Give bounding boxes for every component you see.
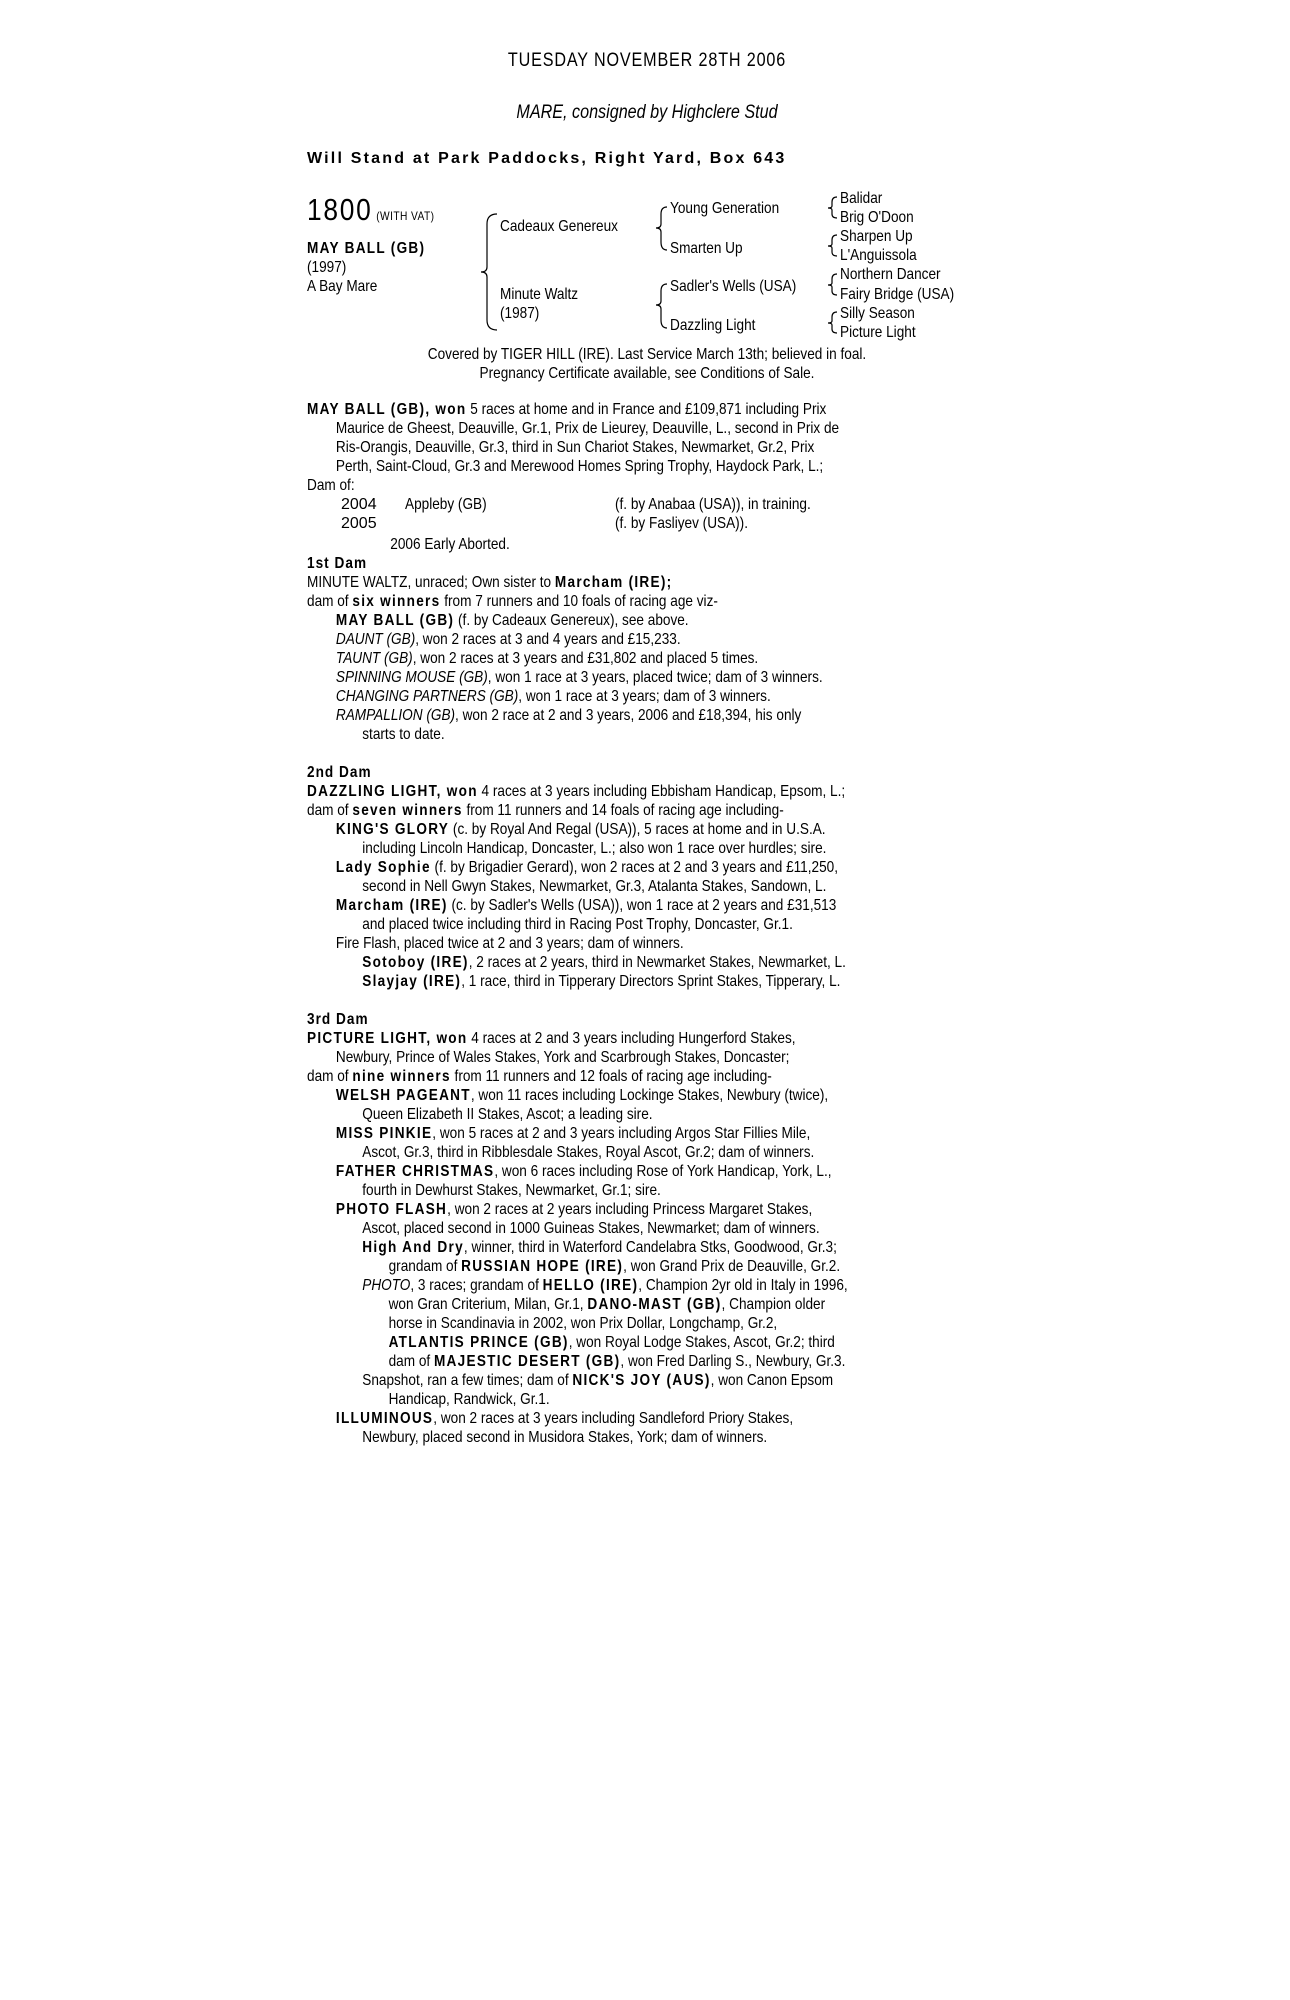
grand-progeny-item: PHOTO, 3 races; grandam of HELLO (IRE), Champion 2yr old in Italy in 1996, bbox=[362, 1277, 848, 1294]
foal-2006: 2006 Early Aborted. bbox=[390, 536, 510, 553]
progeny-item: MISS PINKIE, won 5 races at 2 and 3 years including Argos Star Fillies Mile, bbox=[335, 1125, 811, 1142]
brace-sire bbox=[656, 207, 667, 250]
covered-note bbox=[307, 345, 987, 383]
brace-dam bbox=[656, 284, 667, 328]
g3-ssd: Brig O'Doon bbox=[840, 209, 914, 226]
progeny-item: KING'S GLORY (c. by Royal And Regal (USA)), 5 races at home and in U.S.A. bbox=[335, 821, 826, 838]
brace-sd bbox=[828, 235, 837, 256]
horse-record bbox=[307, 400, 997, 1447]
pedigree-table bbox=[307, 190, 1007, 345]
dam-dam: Dazzling Light bbox=[670, 317, 756, 334]
progeny-continued: starts to date. bbox=[362, 726, 445, 743]
g3-dss: Northern Dancer bbox=[840, 266, 941, 283]
brace-main bbox=[481, 214, 497, 330]
dam-year: (1987) bbox=[500, 305, 540, 322]
progeny-item: SPINNING MOUSE (GB), won 1 race at 3 years, placed twice; dam of 3 winners. bbox=[335, 669, 823, 686]
brace-ss bbox=[828, 197, 837, 218]
second-dam-line-2: dam of seven winners from 11 runners and 14 foals of racing age including- bbox=[307, 802, 784, 819]
sire-name: Cadeaux Genereux bbox=[500, 218, 618, 235]
progeny-item: TAUNT (GB), won 2 races at 3 years and £31,802 and placed 5 times. bbox=[335, 650, 759, 667]
third-dam-heading: 3rd Dam bbox=[307, 1011, 369, 1028]
grand-progeny-item: Sotoboy (IRE), 2 races at 2 years, third in Newmarket Stakes, Newmarket, L. bbox=[362, 954, 846, 971]
third-dam-line-2: dam of nine winners from 11 runners and 12 foals of racing age including- bbox=[307, 1068, 772, 1085]
progeny-item: DAUNT (GB), won 2 races at 3 and 4 years and £15,233. bbox=[335, 631, 681, 648]
progeny-item: RAMPALLION (GB), won 2 race at 2 and 3 years, 2006 and £18,394, his only bbox=[335, 707, 802, 724]
sire-sire: Young Generation bbox=[670, 200, 780, 217]
consignor-line: MARE, consigned by Highclere Stud bbox=[516, 102, 778, 123]
stand-location: Will Stand at Park Paddocks, Right Yard, Box 643 bbox=[307, 150, 787, 167]
brace-dd bbox=[828, 312, 837, 333]
progeny-item: Marcham (IRE) (c. by Sadler's Wells (USA)), won 1 race at 2 years and £31,513 bbox=[335, 897, 837, 914]
grand-progeny-continued: dam of MAJESTIC DESERT (GB), won Fred Darling S., Newbury, Gr.3. bbox=[388, 1353, 846, 1370]
foal-row bbox=[307, 514, 997, 533]
brace-ds bbox=[828, 274, 837, 295]
second-dam-line-1: DAZZLING LIGHT, won 4 races at 3 years including Ebbisham Handicap, Epsom, L.; bbox=[307, 783, 846, 800]
horse-name: MAY BALL (GB) bbox=[307, 240, 426, 257]
dam-sire: Sadler's Wells (USA) bbox=[670, 278, 797, 295]
progeny-continued: including Lincoln Handicap, Doncaster, L.; also won 1 race over hurdles; sire. bbox=[362, 840, 827, 857]
lot-number: 1800 bbox=[307, 192, 373, 227]
progeny-continued: Newbury, placed second in Musidora Stakes, York; dam of winners. bbox=[362, 1429, 768, 1446]
g3-dsd: Fairy Bridge (USA) bbox=[840, 286, 955, 303]
third-dam-line-1: PICTURE LIGHT, won 4 races at 2 and 3 years including Hungerford Stakes, bbox=[307, 1030, 796, 1047]
sale-date: TUESDAY NOVEMBER 28TH 2006 bbox=[507, 50, 787, 71]
grand-progeny-continued: horse in Scandinavia in 2002, won Prix Dollar, Longchamp, Gr.2, bbox=[388, 1315, 778, 1332]
grand-progeny-item: Snapshot, ran a few times; dam of NICK'S JOY (AUS), won Canon Epsom bbox=[362, 1372, 834, 1389]
progeny-continued: fourth in Dewhurst Stakes, Newmarket, Gr.1; sire. bbox=[362, 1182, 661, 1199]
progeny-item: MAY BALL (GB) (f. by Cadeaux Genereux), see above. bbox=[335, 612, 689, 629]
g3-sss: Balidar bbox=[840, 190, 883, 207]
record-line-4: Perth, Saint-Cloud, Gr.3 and Merewood Homes Spring Trophy, Haydock Park, L.; bbox=[335, 458, 824, 475]
covered-line-1: Covered by TIGER HILL (IRE). Last Service March 13th; believed in foal. bbox=[427, 346, 867, 363]
progeny-continued: and placed twice including third in Racing Post Trophy, Doncaster, Gr.1. bbox=[362, 916, 793, 933]
foal-info: (f. by Anabaa (USA)), in training. bbox=[615, 496, 811, 513]
progeny-continued: Queen Elizabeth II Stakes, Ascot; a leading sire. bbox=[362, 1106, 653, 1123]
progeny-item: FATHER CHRISTMAS, won 6 races including Rose of York Handicap, York, L., bbox=[335, 1163, 832, 1180]
progeny-continued: Ascot, placed second in 1000 Guineas Stakes, Newmarket; dam of winners. bbox=[362, 1220, 820, 1237]
dam-name: Minute Waltz bbox=[500, 286, 579, 303]
first-dam-line-2: dam of six winners from 7 runners and 10 foals of racing age viz- bbox=[307, 593, 718, 610]
pregnancy-line: Pregnancy Certificate available, see Conditions of Sale. bbox=[479, 365, 815, 382]
third-dam-line-1-cont: Newbury, Prince of Wales Stakes, York and Scarbrough Stakes, Doncaster; bbox=[335, 1049, 790, 1066]
g3-ddd: Picture Light bbox=[840, 324, 916, 341]
progeny-item: WELSH PAGEANT, won 11 races including Lockinge Stakes, Newbury (twice), bbox=[335, 1087, 829, 1104]
grand-progeny-item: High And Dry, winner, third in Waterford Candelabra Stks, Goodwood, Gr.3; bbox=[362, 1239, 837, 1256]
vat-note: (WITH VAT) bbox=[376, 209, 435, 223]
g3-sds: Sharpen Up bbox=[840, 228, 913, 245]
record-line-1: MAY BALL (GB), won 5 races at home and in France and £109,871 including Prix bbox=[307, 401, 827, 418]
grand-progeny-item: Slayjay (IRE), 1 race, third in Tipperary Directors Sprint Stakes, Tipperary, L. bbox=[362, 973, 841, 990]
horse-year: (1997) bbox=[307, 259, 347, 276]
progeny-continued: second in Nell Gwyn Stakes, Newmarket, Gr.3, Atalanta Stakes, Sandown, L. bbox=[362, 878, 827, 895]
first-dam-heading: 1st Dam bbox=[307, 555, 368, 572]
record-line-2: Maurice de Gheest, Deauville, Gr.1, Prix de Lieurey, Deauville, L., second in Prix de bbox=[335, 420, 840, 437]
dam-of-label: Dam of: bbox=[307, 477, 355, 494]
g3-dds: Silly Season bbox=[840, 305, 915, 322]
grand-progeny-continued: ATLANTIS PRINCE (GB), won Royal Lodge Stakes, Ascot, Gr.2; third bbox=[388, 1334, 835, 1351]
progeny-item: CHANGING PARTNERS (GB), won 1 race at 3 years; dam of 3 winners. bbox=[335, 688, 771, 705]
second-dam-heading: 2nd Dam bbox=[307, 764, 372, 781]
grand-progeny-continued: won Gran Criterium, Milan, Gr.1, DANO-MAST (GB), Champion older bbox=[388, 1296, 826, 1313]
record-line-3: Ris-Orangis, Deauville, Gr.3, third in Sun Chariot Stakes, Newmarket, Gr.2, Prix bbox=[335, 439, 815, 456]
g3-sdd: L'Anguissola bbox=[840, 247, 917, 264]
grand-progeny-continued: grandam of RUSSIAN HOPE (IRE), won Grand Prix de Deauville, Gr.2. bbox=[388, 1258, 841, 1275]
grand-progeny-continued: Handicap, Randwick, Gr.1. bbox=[388, 1391, 550, 1408]
first-dam-line-1: MINUTE WALTZ, unraced; Own sister to Marcham (IRE); bbox=[307, 574, 673, 591]
foal-year: 2005 bbox=[341, 515, 377, 532]
foal-year: 2004 bbox=[341, 496, 377, 513]
foal-info: (f. by Fasliyev (USA)). bbox=[615, 515, 748, 532]
record-horse: MAY BALL (GB), won bbox=[307, 401, 467, 418]
progeny-item: Fire Flash, placed twice at 2 and 3 years; dam of winners. bbox=[335, 935, 684, 952]
horse-description: A Bay Mare bbox=[307, 278, 378, 295]
foal-name: Appleby (GB) bbox=[405, 496, 487, 513]
progeny-item: PHOTO FLASH, won 2 races at 2 years including Princess Margaret Stakes, bbox=[335, 1201, 813, 1218]
progeny-item: ILLUMINOUS, won 2 races at 3 years including Sandleford Priory Stakes, bbox=[335, 1410, 794, 1427]
foal-row bbox=[307, 495, 997, 514]
progeny-continued: Ascot, Gr.3, third in Ribblesdale Stakes, Royal Ascot, Gr.2; dam of winners. bbox=[362, 1144, 815, 1161]
sire-dam: Smarten Up bbox=[670, 240, 743, 257]
progeny-item: Lady Sophie (f. by Brigadier Gerard), won 2 races at 2 and 3 years and £11,250, bbox=[335, 859, 838, 876]
